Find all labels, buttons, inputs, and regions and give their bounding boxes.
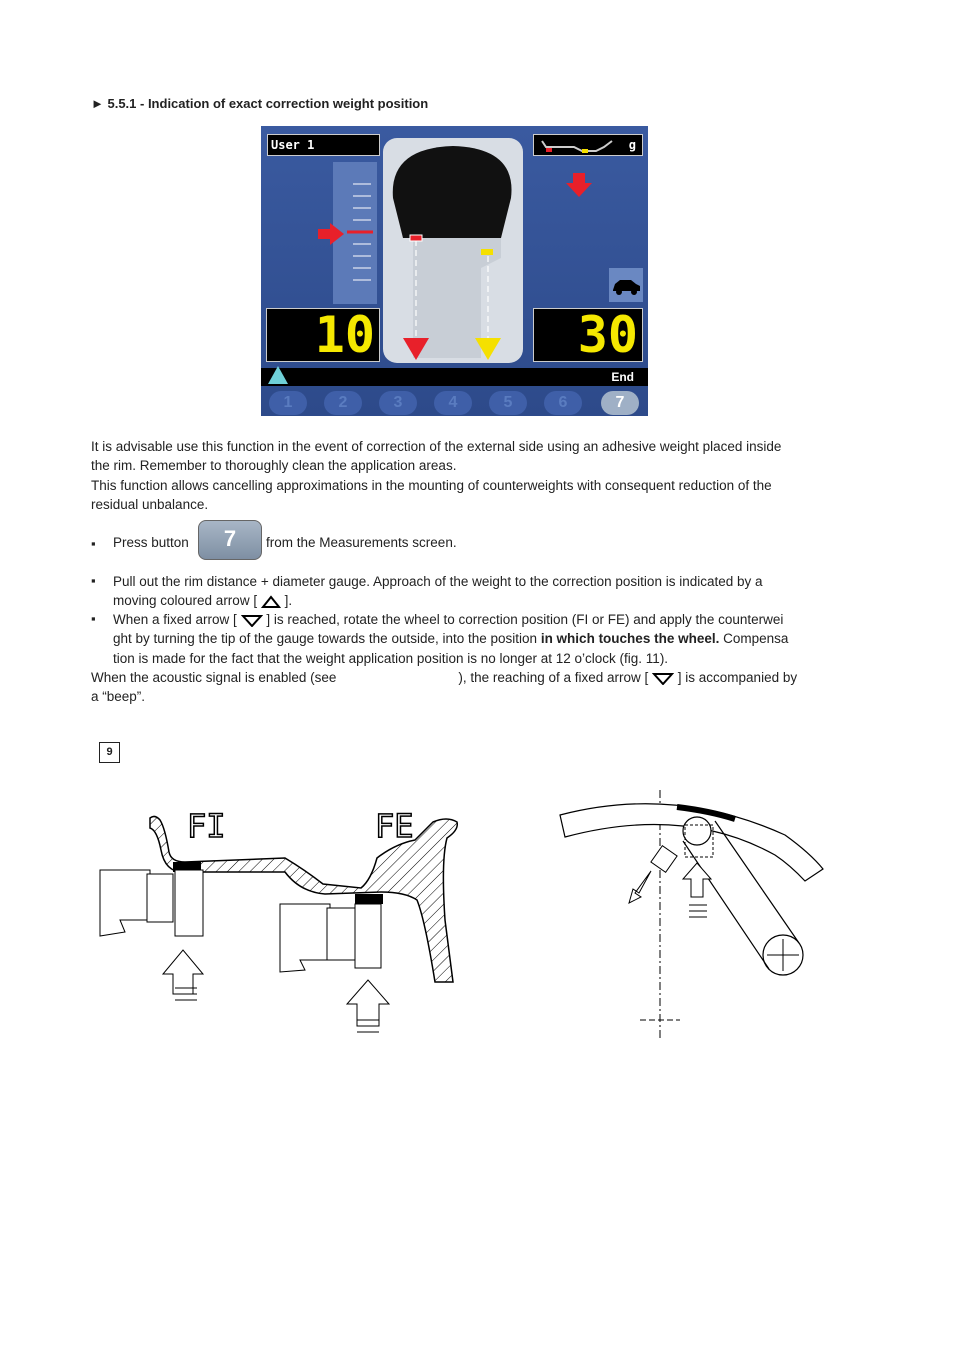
bullet3-line1-pre: When a fixed arrow [ — [113, 612, 237, 627]
car-icon — [609, 268, 643, 302]
left-value-display: 10 — [266, 308, 380, 362]
bullet3-line2-bold: in which touches the wheel. — [540, 631, 720, 647]
label-fe: FE — [375, 807, 414, 845]
hollow-up-arrow-icon — [261, 595, 281, 608]
para3-line1-pre: When the acoustic signal is enabled (see — [91, 670, 337, 685]
hollow-down-arrow-icon — [652, 672, 674, 685]
bullet3-line1 — [113, 610, 853, 629]
softkey-4[interactable]: 4 — [434, 391, 472, 415]
right-value-display: 30 — [533, 308, 643, 362]
para2-line1: This function allows cancelling approximations in the mounting of counterweights with consequent reduction of the — [91, 477, 772, 493]
bullet-marker: ▪ — [91, 611, 96, 626]
user-label: User 1 — [267, 134, 380, 156]
red-right-arrow-icon — [316, 222, 346, 246]
para3-line1-mid: ), the reaching of a fixed arrow [ — [458, 670, 649, 685]
bullet-3 — [113, 610, 853, 668]
rim-indicator — [533, 134, 643, 156]
bullet2-line2 — [113, 591, 853, 610]
wheel-cross-section — [383, 138, 523, 363]
gauge-rotation-figure — [555, 785, 835, 1045]
paragraph-1 — [91, 437, 851, 514]
section-heading: ► 5.5.1 - Indication of exact correction weight position — [91, 96, 429, 111]
para2-line2: residual unbalance. — [91, 496, 209, 512]
cyan-up-arrow-icon — [267, 365, 289, 385]
softkey-1[interactable]: 1 — [269, 391, 307, 415]
balancer-screen — [261, 126, 648, 416]
para3-line1-post: ] is accompanied by — [677, 670, 798, 685]
car-mode-button[interactable] — [609, 268, 643, 302]
softkey-3[interactable]: 3 — [379, 391, 417, 415]
label-fi: FI — [187, 807, 226, 845]
bullet3-line1-post: ] is reached, rotate the wheel to correction position (FI or FE) and apply the counterwei — [266, 612, 784, 627]
bullet-marker: ▪ — [91, 536, 96, 551]
softkey-5[interactable]: 5 — [489, 391, 527, 415]
bullet2-line1: Pull out the rim distance + diameter gauge. Approach of the weight to the correction position is indicated by a — [113, 574, 763, 589]
status-bar — [261, 368, 648, 386]
para1-line2: the rim. Remember to thoroughly clean the application areas. — [91, 458, 457, 474]
bullet3-line2-pre: ght by turning the tip of the gauge towards the outside, into the position — [113, 631, 538, 647]
bullet3-line3: tion is made for the fact that the weight application position is no longer at 12 o’clock (fig. 11). — [113, 650, 669, 666]
softkey-2[interactable]: 2 — [324, 391, 362, 415]
paragraph-3 — [91, 668, 851, 707]
para3-line2: a “beep”. — [91, 689, 146, 705]
unit-label: g — [628, 138, 636, 152]
button-7-image: 7 — [198, 520, 262, 560]
rim-cross-section-figure — [95, 800, 465, 1040]
bullet1-pre: Press button — [113, 535, 189, 550]
softkey-6[interactable]: 6 — [544, 391, 582, 415]
hollow-down-arrow-icon — [241, 614, 263, 627]
bullet-marker: ▪ — [91, 573, 96, 588]
para1-line1: It is advisable use this function in the event of correction of the external side using an adhesive weight placed inside — [91, 439, 782, 454]
bullet2-line2-pre: moving coloured arrow [ — [113, 593, 258, 609]
bullet2-line2-post: ]. — [284, 593, 293, 609]
bullet3-line2-post: Compensa — [723, 631, 789, 647]
rim-icon — [534, 135, 642, 155]
figure-number: 9 — [99, 742, 120, 763]
end-label[interactable]: End — [611, 370, 634, 384]
bullet3-line2 — [113, 629, 853, 648]
para3-line1 — [91, 668, 851, 687]
red-down-arrow-icon — [565, 172, 593, 198]
bullet1-post: from the Measurements screen. — [266, 535, 457, 550]
softkey-7[interactable]: 7 — [601, 391, 639, 415]
bullet-2 — [113, 572, 853, 611]
